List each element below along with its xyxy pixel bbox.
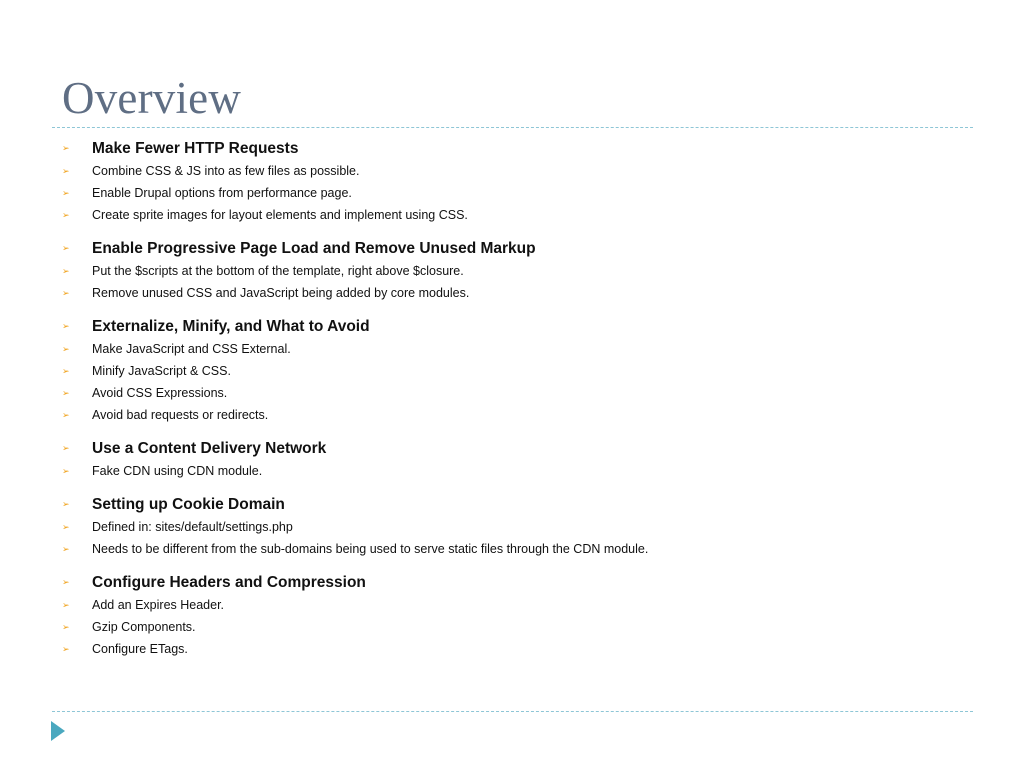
bullet-item: [62, 360, 962, 382]
bullet-item: [62, 382, 962, 404]
arrow-bullet-icon: ➢: [62, 622, 70, 632]
arrow-bullet-icon: ➢: [62, 600, 70, 610]
bullet-group: [62, 315, 962, 426]
arrow-bullet-icon: ➢: [62, 266, 70, 276]
bullet-item-text: Gzip Components.: [92, 620, 196, 634]
bullet-item: [62, 594, 962, 616]
arrow-bullet-icon: ➢: [62, 499, 70, 509]
bullet-item: [62, 538, 962, 560]
bullet-heading: [62, 571, 962, 594]
bullet-heading-text: Externalize, Minify, and What to Avoid: [92, 318, 370, 335]
arrow-bullet-icon: ➢: [62, 644, 70, 654]
bullet-heading: [62, 237, 962, 260]
arrow-bullet-icon: ➢: [62, 143, 70, 153]
arrow-bullet-icon: ➢: [62, 410, 70, 420]
bullet-item-text: Remove unused CSS and JavaScript being added by core modules.: [92, 286, 470, 300]
bullet-item-text: Create sprite images for layout elements and implement using CSS.: [92, 208, 468, 222]
bullet-item: [62, 282, 962, 304]
bullet-heading-text: Setting up Cookie Domain: [92, 496, 285, 513]
arrow-bullet-icon: ➢: [62, 388, 70, 398]
bullet-group: [62, 137, 962, 226]
bullet-item-text: Minify JavaScript & CSS.: [92, 364, 231, 378]
arrow-bullet-icon: ➢: [62, 210, 70, 220]
arrow-bullet-icon: ➢: [62, 188, 70, 198]
bullet-item-text: Fake CDN using CDN module.: [92, 464, 263, 478]
bullet-item-text: Configure ETags.: [92, 642, 188, 656]
bullet-item: [62, 260, 962, 282]
next-slide-arrow-icon[interactable]: [51, 721, 65, 741]
bullet-heading-text: Enable Progressive Page Load and Remove Unused Markup: [92, 240, 536, 257]
bullet-item: [62, 182, 962, 204]
arrow-bullet-icon: ➢: [62, 243, 70, 253]
bullet-list: [62, 137, 962, 660]
bullet-item: [62, 404, 962, 426]
bullet-heading: [62, 315, 962, 338]
arrow-bullet-icon: ➢: [62, 522, 70, 532]
arrow-bullet-icon: ➢: [62, 166, 70, 176]
arrow-bullet-icon: ➢: [62, 443, 70, 453]
bullet-item: [62, 338, 962, 360]
bullet-item: [62, 516, 962, 538]
bullet-item: [62, 160, 962, 182]
slide-title: Overview: [62, 73, 242, 123]
arrow-bullet-icon: ➢: [62, 288, 70, 298]
arrow-bullet-icon: ➢: [62, 466, 70, 476]
bullet-heading-text: Configure Headers and Compression: [92, 574, 366, 591]
bullet-item-text: Put the $scripts at the bottom of the template, right above $closure.: [92, 264, 464, 278]
bullet-heading: [62, 137, 962, 160]
bullet-heading-text: Make Fewer HTTP Requests: [92, 140, 299, 157]
bullet-heading-text: Use a Content Delivery Network: [92, 440, 327, 457]
bullet-group: [62, 237, 962, 304]
bullet-heading: [62, 437, 962, 460]
arrow-bullet-icon: ➢: [62, 577, 70, 587]
bullet-item: [62, 204, 962, 226]
arrow-bullet-icon: ➢: [62, 321, 70, 331]
bottom-divider: [52, 711, 973, 712]
bullet-group: [62, 437, 962, 482]
arrow-bullet-icon: ➢: [62, 344, 70, 354]
bullet-heading: [62, 493, 962, 516]
top-divider: [52, 127, 973, 128]
bullet-item-text: Enable Drupal options from performance page.: [92, 186, 352, 200]
bullet-item: [62, 638, 962, 660]
bullet-group: [62, 571, 962, 660]
bullet-item-text: Make JavaScript and CSS External.: [92, 342, 291, 356]
bullet-item-text: Avoid CSS Expressions.: [92, 386, 228, 400]
bullet-item: [62, 616, 962, 638]
arrow-bullet-icon: ➢: [62, 544, 70, 554]
bullet-group: [62, 493, 962, 560]
bullet-item-text: Combine CSS & JS into as few files as possible.: [92, 164, 360, 178]
bullet-item-text: Avoid bad requests or redirects.: [92, 408, 269, 422]
bullet-item-text: Defined in: sites/default/settings.php: [92, 520, 293, 534]
bullet-item-text: Add an Expires Header.: [92, 598, 225, 612]
bullet-item: [62, 460, 962, 482]
bullet-item-text: Needs to be different from the sub-domains being used to serve static files through the CDN module.: [92, 542, 649, 556]
arrow-bullet-icon: ➢: [62, 366, 70, 376]
